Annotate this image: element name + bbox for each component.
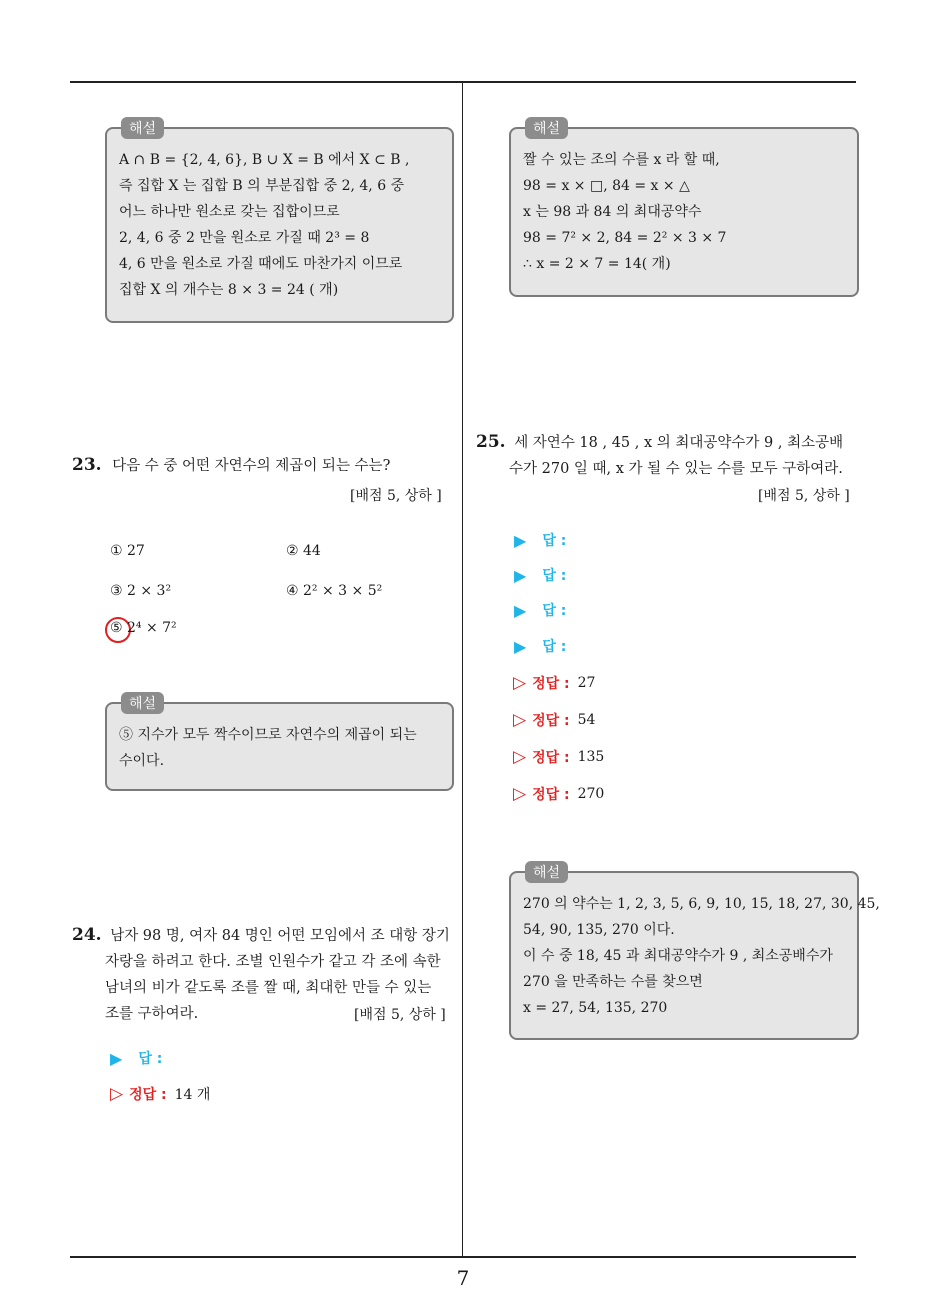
answer-row[interactable] bbox=[514, 530, 566, 550]
solution-line: 98 = x × □, 84 = x × △ bbox=[523, 178, 690, 194]
key-value: 270 bbox=[577, 786, 605, 802]
solution-line: 어느 하나만 원소로 갖는 집합이므로 bbox=[119, 204, 340, 220]
solution-line: 집합 X 의 개수는 8 × 3 = 24 ( 개) bbox=[119, 282, 339, 298]
solution-body bbox=[511, 873, 880, 1031]
answer-row[interactable] bbox=[514, 600, 566, 620]
question-line: 조를 구하여라. bbox=[105, 1006, 199, 1022]
key-row bbox=[513, 673, 595, 693]
solution-body bbox=[511, 129, 857, 287]
solution-line: 98 = 7² × 2, 84 = 2² × 3 × 7 bbox=[523, 230, 727, 246]
question-23 bbox=[72, 452, 390, 479]
question-line: 자랑을 하려고 한다. 조별 인원수가 같고 각 조에 속한 bbox=[105, 954, 441, 970]
choice-1[interactable]: ① 27 bbox=[110, 543, 145, 559]
question-number: 23. bbox=[72, 455, 102, 475]
bottom-rule bbox=[70, 1256, 856, 1258]
key-value: 135 bbox=[577, 749, 605, 765]
solution-box-q22 bbox=[105, 121, 454, 323]
triangle-outline-icon: ▷ bbox=[110, 1084, 124, 1104]
question-line: 남자 98 명, 여자 84 명인 어떤 모임에서 조 대항 장기 bbox=[110, 928, 450, 944]
choice-3[interactable]: ③ 2 × 3² bbox=[110, 583, 172, 599]
triangle-outline-icon: ▷ bbox=[513, 710, 527, 730]
question-25 bbox=[476, 429, 862, 482]
solution-line: 짤 수 있는 조의 수를 x 라 할 때, bbox=[523, 152, 720, 168]
solution-box-q23 bbox=[105, 696, 454, 791]
solution-line: A ∩ B = {2, 4, 6}, B ∪ X = B 에서 X ⊂ B , bbox=[119, 152, 410, 168]
play-icon: ▶ bbox=[514, 565, 527, 585]
solution-box-q25 bbox=[509, 865, 880, 1040]
key-label: 정답 : bbox=[532, 750, 570, 766]
triangle-outline-icon: ▷ bbox=[513, 673, 527, 693]
play-icon: ▶ bbox=[514, 530, 527, 550]
solution-line: 54, 90, 135, 270 이다. bbox=[523, 922, 675, 938]
key-label: 정답 : bbox=[532, 713, 570, 729]
solution-line: 즉 집합 X 는 집합 B 의 부분집합 중 2, 4, 6 중 bbox=[119, 178, 405, 194]
solution-line: ⑤ 지수가 모두 짝수이므로 자연수의 제곱이 되는 bbox=[119, 727, 417, 743]
solution-line: 수이다. bbox=[119, 753, 165, 769]
key-row bbox=[513, 747, 604, 767]
play-icon: ▶ bbox=[110, 1048, 123, 1068]
solution-line: ∴ x = 2 × 7 = 14( 개) bbox=[523, 256, 671, 272]
solution-body bbox=[107, 704, 452, 784]
solution-box-q24 bbox=[509, 121, 859, 297]
answer-row[interactable] bbox=[514, 636, 566, 656]
answer-label: 답 : bbox=[542, 603, 567, 619]
choice-2[interactable]: ② 44 bbox=[286, 543, 321, 559]
question-text: 다음 수 중 어떤 자연수의 제곱이 되는 수는? bbox=[112, 458, 391, 474]
key-label: 정답 : bbox=[129, 1087, 167, 1103]
question-line: 수가 270 일 때, x 가 될 수 있는 수를 모두 구하여라. bbox=[509, 461, 843, 477]
solution-line: x 는 98 과 84 의 최대공약수 bbox=[523, 204, 702, 220]
key-label: 정답 : bbox=[532, 787, 570, 803]
solution-line: 이 수 중 18, 45 과 최대공약수가 9 , 최소공배수가 bbox=[523, 948, 833, 964]
column-divider bbox=[462, 83, 463, 1257]
choice-4[interactable]: ④ 2² × 3 × 5² bbox=[286, 583, 383, 599]
solution-tag: 해설 bbox=[121, 117, 164, 139]
top-rule bbox=[70, 81, 856, 83]
key-label: 정답 : bbox=[532, 676, 570, 692]
play-icon: ▶ bbox=[514, 636, 527, 656]
key-row bbox=[110, 1084, 210, 1104]
solution-line: 270 을 만족하는 수를 찾으면 bbox=[523, 974, 703, 990]
answer-label: 답 : bbox=[542, 568, 567, 584]
answer-row[interactable] bbox=[110, 1048, 162, 1068]
key-row bbox=[513, 710, 595, 730]
question-line: 남녀의 비가 같도록 조를 짤 때, 최대한 만들 수 있는 bbox=[105, 980, 432, 996]
triangle-outline-icon: ▷ bbox=[513, 784, 527, 804]
key-value: 27 bbox=[577, 675, 596, 691]
solution-tag: 해설 bbox=[525, 861, 568, 883]
solution-tag: 해설 bbox=[121, 692, 164, 714]
question-number: 24. bbox=[72, 925, 102, 945]
solution-line: x = 27, 54, 135, 270 bbox=[523, 1000, 668, 1016]
question-number: 25. bbox=[476, 432, 506, 452]
play-icon: ▶ bbox=[514, 600, 527, 620]
question-line: 세 자연수 18 , 45 , x 의 최대공약수가 9 , 최소공배 bbox=[514, 435, 844, 451]
answer-label: 답 : bbox=[542, 533, 567, 549]
answer-row[interactable] bbox=[514, 565, 566, 585]
solution-line: 270 의 약수는 1, 2, 3, 5, 6, 9, 10, 15, 18, 27, 30, 45, bbox=[523, 896, 880, 912]
answer-label: 답 : bbox=[138, 1051, 163, 1067]
answer-label: 답 : bbox=[542, 639, 567, 655]
question-meta: [배점 5, 상하 ] bbox=[354, 1007, 446, 1023]
page-number: 7 bbox=[456, 1266, 470, 1290]
key-row bbox=[513, 784, 604, 804]
key-value: 54 bbox=[577, 712, 596, 728]
triangle-outline-icon: ▷ bbox=[513, 747, 527, 767]
key-value: 14 개 bbox=[174, 1087, 211, 1103]
question-meta: [배점 5, 상하 ] bbox=[758, 488, 850, 504]
solution-body bbox=[107, 129, 452, 313]
solution-tag: 해설 bbox=[525, 117, 568, 139]
solution-line: 2, 4, 6 중 2 만을 원소로 가질 때 2³ = 8 bbox=[119, 230, 370, 246]
choice-5[interactable]: ⑤ 2⁴ × 7² bbox=[110, 620, 177, 636]
solution-line: 4, 6 만을 원소로 가질 때에도 마찬가지 이므로 bbox=[119, 256, 403, 272]
question-meta: [배점 5, 상하 ] bbox=[350, 488, 442, 504]
